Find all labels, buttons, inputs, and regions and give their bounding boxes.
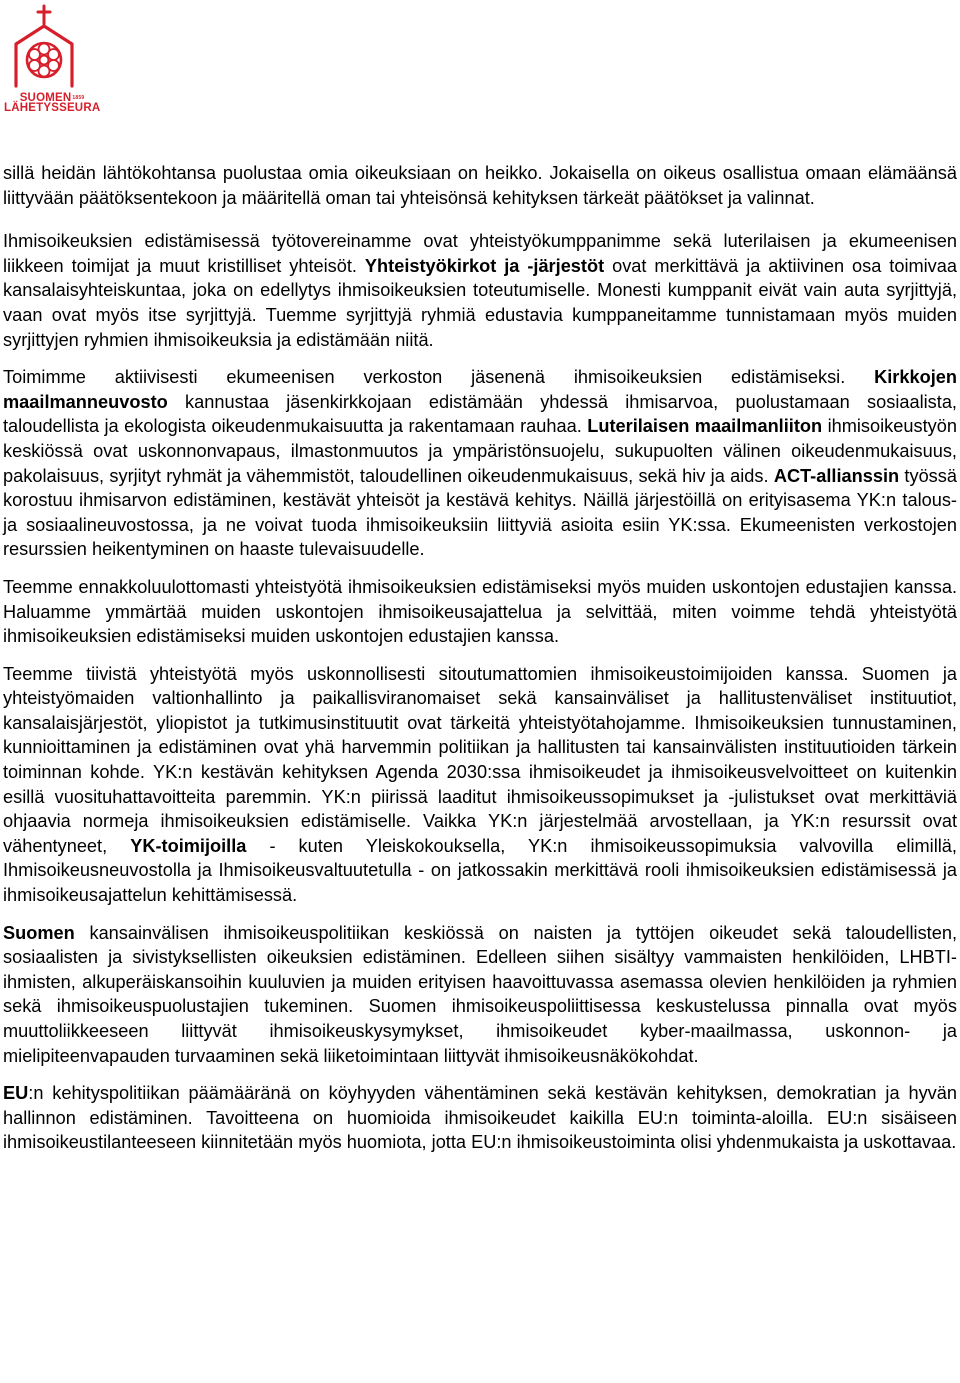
bold-text: YK-toimijoilla	[130, 835, 247, 856]
bold-text: EU	[3, 1083, 29, 1104]
paragraph-text: kannustaa jäsenkirkkojaan edistämään yhdessä ihmisarvoa, puolustamaan sosiaalista, taloudellista ja ekologista oikeudenmukaisuutta ja rakentamaan rauhaa.	[3, 391, 957, 437]
bold-text: Yhteistyökirkot ja -järjestöt	[364, 255, 605, 276]
paragraph	[3, 161, 957, 210]
paragraph	[3, 575, 957, 649]
bold-text: Suomen	[3, 922, 75, 943]
church-emblem-icon	[4, 2, 100, 94]
paragraph-text: työssä korostuu ihmisarvon edistäminen, kestävät yhteisöt ja kestävä kehitys. Näillä järjestöillä on erityisasema YK:n talous- ja sosiaalineuvostossa, ja ne voivat tuoda ihmisoikeuksiin liittyviä asioita esiin YK:ssa. Ekumeenisten verkostojen resurssien heikentyminen on haaste tulevaisuudelle.	[3, 465, 957, 560]
paragraph	[3, 229, 957, 352]
paragraph-text: kansainvälisen ihmisoikeuspolitiikan keskiössä on naisten ja tyttöjen oikeudet sekä taloudellisten, sosiaalisten ja sivistyksellisten oikeuksien edistäminen. Edelleen siihen sisältyy vammaisten henkilöiden, LHBTI-ihmisten, alkuperäiskansoihin kuuluvien ja muiden erityisen haavoittuvassa asemassa olevien henkilöiden ja ryhmien sekä ihmisoikeuspuolustajien tukeminen. Suomen ihmisoikeuspoliittisessa keskustelussa pinnalla ovat myös muuttoliikkeeseen liittyvät ihmisoikeuskysymykset, ihmisoikeudet kyber-maailmassa, uskonnon- ja mielipiteenvapauden turvaaminen sekä liiketoimintaan liittyvät ihmisoikeusnäkökohdat.	[3, 922, 957, 1066]
paragraph-text: Ihmisoikeuksien edistämisessä työtovereinamme ovat yhteistyökumppanimme sekä luterilaisen ja ekumeenisen liikkeen toimijat ja muut kristilliset yhteisöt.	[3, 231, 957, 276]
paragraph-text: - kuten Yleiskokouksella, YK:n ihmisoikeussopimuksia valvovilla elimillä, Ihmisoikeusneuvostolla ja Ihmisoikeusvaltuutetulla - on jatkossakin merkittävä rooli ihmisoikeuksien edistämisessä ja ihmisoikeusajattelun kehittämisessä.	[3, 835, 957, 906]
paragraph-text: Teemme ennakkoluulottomasti yhteistyötä ihmisoikeuksien edistämiseksi myös muiden uskontojen edustajien kanssa. Haluamme ymmärtää muiden uskontojen ihmisoikeusajattelua ja selvittää, miten voimme tehdä yhteistyötä ihmisoikeuksien edistämiseksi muiden uskontojen edustajien kanssa.	[3, 576, 957, 647]
paragraph-text: ovat merkittävä ja aktiivinen osa toimivaa kansalaisyhteiskuntaa, joka on edellytys ihmisoikeuksien toteutumiselle. Monesti kumppanit eivät vain auta syrjittyjä, vaan ovat myös itse syrjittyjä. Tuemme syrjittyjä ryhmiä edustavia kumppaneitamme tunnistamaan myös muiden syrjittyjen ryhmien ihmisoikeuksia ja edistämään niitä.	[3, 255, 958, 350]
paragraph	[3, 365, 957, 562]
paragraph	[3, 1081, 957, 1155]
paragraph-text: sillä heidän lähtökohtansa puolustaa omia oikeuksiaan on heikko. Jokaisella on oikeus osallistua omaan elämäänsä liittyvään päätöksentekoon ja määritellä oman tai yhteisönsä kehityksen tärkeät päätökset ja valinnat.	[3, 163, 957, 208]
organization-logo	[4, 2, 100, 114]
paragraph-text: Toimimme aktiivisesti ekumeenisen verkoston jäsenenä ihmisoikeuksien edistämiseksi.	[3, 367, 875, 388]
paragraph-text: :n kehityspolitiikan päämääränä on köyhyyden vähentäminen sekä kestävän kehityksen, demokratian ja hyvän hallinnon edistäminen. Tavoitteena on huomioida ihmisoikeudet kaikilla EU:n toiminta-aloilla. EU:n sisäiseen ihmisoikeustilanteeseen kiinnitetään myös huomiota, jotta EU:n ihmisoikeustoiminta olisi yhdenmukaista ja uskottavaa.	[3, 1083, 957, 1153]
paragraph-text: ihmisoikeustyön keskiössä ovat uskonnonvapaus, ilmastonmuutos ja ympäristönsuojelu, sukupuolten välinen oikeudenmukaisuus, pakolaisuus, syrjityt ryhmät ja vähemmistöt, taloudellinen oikeudenmukaisuus, sekä hiv ja aids.	[3, 416, 957, 486]
paragraph	[3, 921, 957, 1069]
bold-text: Luterilaisen maailmanliiton	[587, 416, 823, 437]
bold-text: ACT-allianssin	[773, 465, 900, 486]
bold-text: Kirkkojen maailmanneuvosto	[3, 367, 957, 412]
paragraph-text: Teemme tiivistä yhteistyötä myös uskonnollisesti sitoutumattomien ihmisoikeustoimijoiden kanssa. Suomen ja yhteistyömaiden valtionhallinto ja paikallisviranomaiset sekä kansainväliset ja hallitustenväliset instituutiot, kansalaisjärjestöt, yliopistot ja tutkimusinstituutit ovat tärkeitä yhteistyötahojamme. Ihmisoikeuksien tunnustaminen, kunnioittaminen ja edistäminen ovat yhä harvemmin politiikan ja hallitusten tai kansainvälisten instituutioiden tärkein toiminnan kohde. YK:n kestävän kehityksen Agenda 2030:ssa ihmisoikeudet ja ihmisoikeusvelvoitteet on kuitenkin esillä vuosituhattavoitteita paremmin. YK:n piirissä laaditut ihmisoikeussopimukset ja -julistukset ovat merkittäviä ohjaavia normeja ihmisoikeuksien edistämiselle. Vaikka YK:n järjestelmää arvostellaan, ja YK:n resurssit ovat vähentyneet,	[3, 663, 957, 856]
document-body	[3, 161, 957, 1168]
logo-name-line-2: LÄHETYSSEURA	[4, 102, 101, 114]
logo-name-line-1: $SUOMEN^{1859}$	[19, 92, 85, 104]
paragraph	[3, 662, 957, 908]
